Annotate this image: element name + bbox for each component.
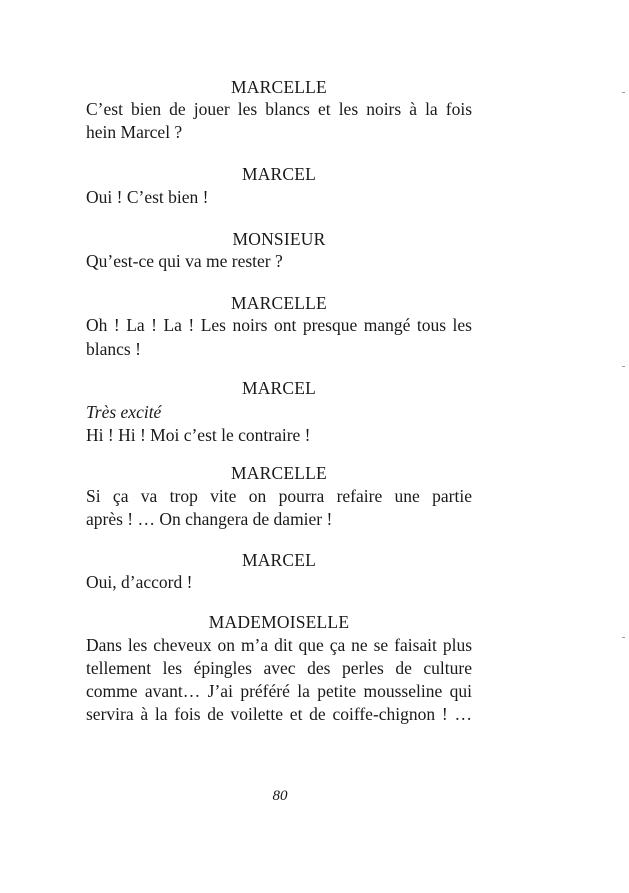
dialogue-line: tellement les épingles avec des perles de culture: [86, 658, 472, 678]
speaker-name: MARCELLE: [231, 463, 327, 483]
speaker-name: MARCEL: [241, 164, 317, 184]
dialogue-line: blancs !: [86, 339, 141, 359]
dialogue-line: Dans les cheveux on m’a dit que ça ne se faisait plus: [86, 635, 472, 655]
dialogue-line: Oui, d’accord !: [86, 572, 193, 592]
speaker-name: MADEMOISELLE: [208, 612, 350, 632]
dialogue-line: servira à la fois de voilette et de coiffe-chignon ! …: [86, 704, 472, 724]
dialogue-line: Hi ! Hi ! Moi c’est le contraire !: [86, 425, 311, 445]
scan-edge-mark: [622, 637, 625, 638]
speaker-name: MARCEL: [241, 550, 317, 570]
scan-edge-mark: [622, 366, 625, 367]
dialogue-line: C’est bien de jouer les blancs et les noirs à la fois: [86, 99, 472, 119]
dialogue-line: Qu’est-ce qui va me rester ?: [86, 251, 283, 271]
speaker-name: MARCELLE: [231, 77, 327, 97]
speaker-name: MONSIEUR: [232, 229, 326, 249]
speaker-name: MARCELLE: [231, 293, 327, 313]
dialogue-line: Oh ! La ! La ! Les noirs ont presque mangé tous les: [86, 315, 472, 335]
dialogue-line: après ! … On changera de damier !: [86, 509, 333, 529]
dialogue-line: hein Marcel ?: [86, 122, 183, 142]
dialogue-line: comme avant… J’ai préféré la petite mousseline qui: [86, 681, 472, 701]
speaker-name: MARCEL: [241, 378, 317, 398]
scan-edge-mark: [622, 92, 625, 93]
dialogue-line: Oui ! C’est bien !: [86, 187, 209, 207]
dialogue-line: Si ça va trop vite on pourra refaire une partie: [86, 486, 472, 506]
page-number: 80: [272, 788, 288, 804]
stage-direction: Très excité: [86, 402, 162, 422]
